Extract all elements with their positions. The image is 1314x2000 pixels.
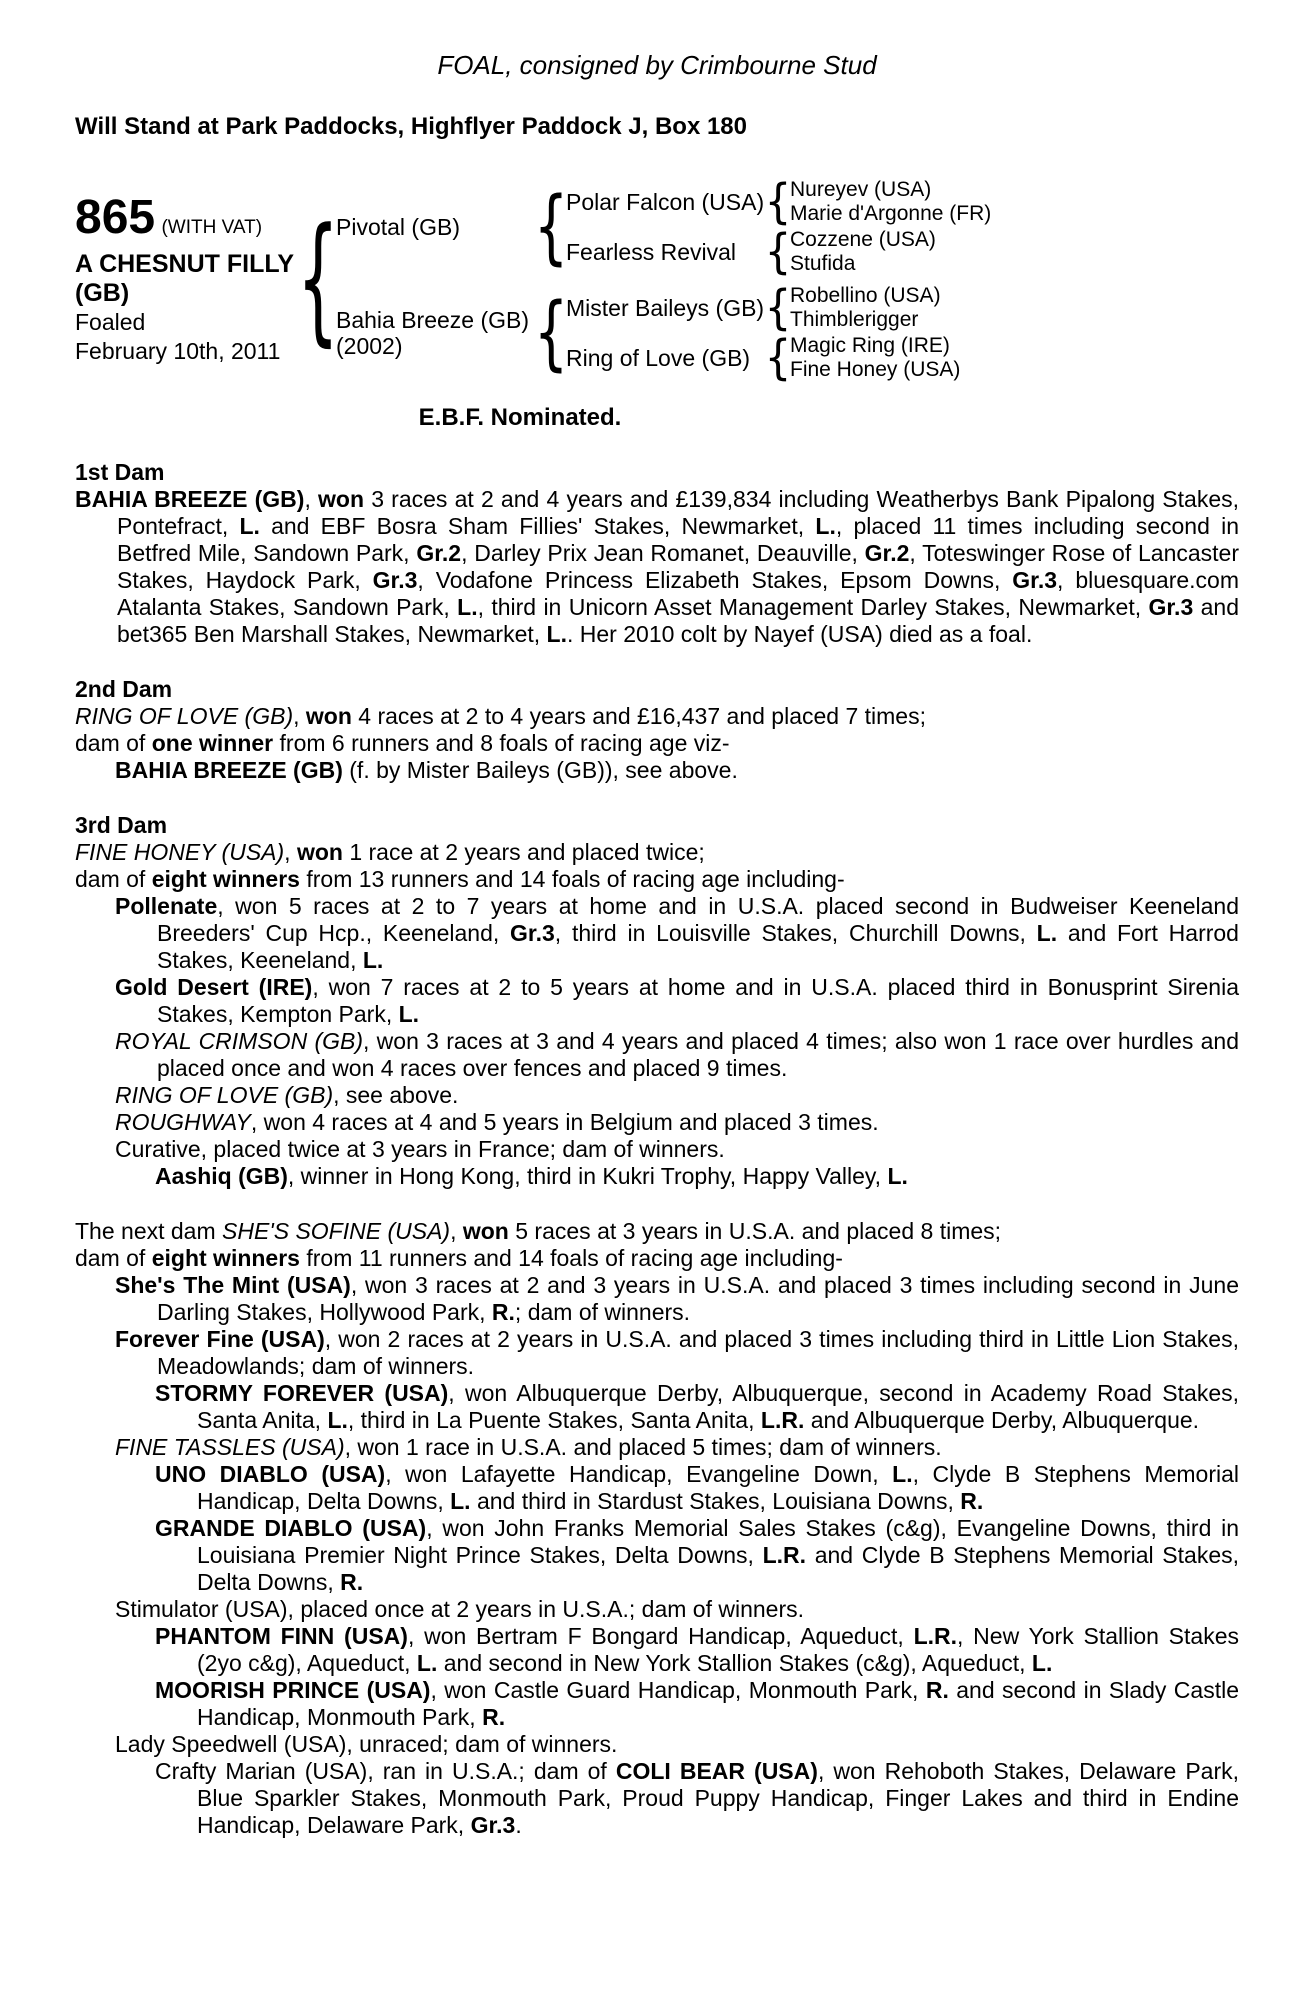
text-run: , third in Louisville Stakes, Churchill Downs, xyxy=(554,920,1037,946)
text-run: dam of xyxy=(75,1245,152,1271)
text-run: , won 2 races at 2 years in U.S.A. and placed 3 times including third in Little Lion Stakes, Meadowlands; dam of winners. xyxy=(157,1326,1239,1379)
dam-section-heading: 2nd Dam xyxy=(75,676,173,702)
text-run: L. xyxy=(1036,920,1058,946)
text-run: Curative, placed twice at 3 years in France; dam of winners. xyxy=(115,1136,725,1162)
text-run: PHANTOM FINN (USA) xyxy=(155,1623,408,1649)
text-run: Crafty Marian (USA), ran in U.S.A.; dam of xyxy=(155,1758,616,1784)
great-grandparent-name: Stufida xyxy=(790,252,856,275)
text-run: Gr.3 xyxy=(470,1812,516,1838)
text-run: She's The Mint (USA) xyxy=(115,1272,351,1298)
text-run: , xyxy=(450,1218,463,1244)
text-run: L. xyxy=(239,513,260,539)
pedigree-brace-sire-grandsire xyxy=(766,186,790,219)
sire-name: Pivotal (GB) xyxy=(336,214,460,240)
text-run: , won Castle Guard Handicap, Monmouth Park, xyxy=(430,1677,926,1703)
sire-granddam-name: Fearless Revival xyxy=(566,239,736,265)
text-run: , won Lafayette Handicap, Evangeline Down, xyxy=(385,1461,893,1487)
text-run: L. xyxy=(1031,1650,1053,1676)
pedigree-paragraph xyxy=(75,1272,1239,1326)
text-run: RING OF LOVE (GB) xyxy=(75,703,294,729)
great-grandparent-name: Nureyev (USA) xyxy=(790,178,932,201)
text-run: , see above. xyxy=(333,1082,459,1108)
lot-number-row xyxy=(75,191,300,244)
great-grandparent-name: Cozzene (USA) xyxy=(790,228,936,251)
pedigree-paragraph xyxy=(75,730,1239,757)
pedigree-table xyxy=(75,174,1239,386)
pedigree-brace-gen1 xyxy=(300,254,336,305)
pedigree-paragraph xyxy=(75,974,1239,1028)
text-run: The next dam xyxy=(75,1218,223,1244)
pedigree-paragraph xyxy=(75,839,1239,866)
text-run: , won John Franks Memorial Sales Stakes (c&g), Evangeline Downs, third in Louisiana Premier Night Prince Stakes, Delta Downs, xyxy=(197,1515,1239,1568)
pedigree-paragraph xyxy=(75,1082,1239,1109)
great-grandparent-name: Magic Ring (IRE) xyxy=(790,334,950,357)
sire-grandsire-name: Polar Falcon (USA) xyxy=(566,189,765,215)
text-run: L. xyxy=(362,947,384,973)
pedigree-paragraph xyxy=(75,1677,1239,1731)
pedigree-paragraph xyxy=(75,866,1239,893)
text-run: won xyxy=(318,486,365,512)
text-run: R. xyxy=(482,1704,506,1730)
text-run: L. xyxy=(416,1650,438,1676)
great-grandparent-name: Thimblerigger xyxy=(790,308,919,331)
dam-grandsire-parents xyxy=(790,284,941,332)
text-run: and Clyde B Stephens Memorial Stakes, Delta Downs, xyxy=(197,1542,1239,1595)
text-run: ; dam of winners. xyxy=(514,1299,691,1325)
pedigree-paragraph xyxy=(75,1326,1239,1380)
pedigree-brace-dam-grandsire xyxy=(766,292,790,325)
pedigree-paragraph xyxy=(75,1028,1239,1082)
pedigree-section xyxy=(75,676,1239,784)
great-grandparent-name: Robellino (USA) xyxy=(790,284,941,307)
text-run: and second in New York Stallion Stakes (c&g), Aqueduct, xyxy=(437,1650,1032,1676)
sire-grandsire-parents xyxy=(790,178,991,226)
great-grandparent-name: Fine Honey (USA) xyxy=(790,358,961,381)
text-run: Forever Fine (USA) xyxy=(115,1326,325,1352)
pedigree-brace-sire-granddam xyxy=(766,236,790,269)
text-run: FINE TASSLES (USA) xyxy=(115,1434,345,1460)
pedigree-tree xyxy=(300,174,991,386)
pedigree-paragraph xyxy=(75,1380,1239,1434)
foaled-date: February 10th, 2011 xyxy=(75,338,281,364)
text-run: , Vodafone Princess Elizabeth Stakes, Epsom Downs, xyxy=(417,567,1013,593)
text-run: L. xyxy=(398,1001,420,1027)
pedigree-section xyxy=(75,459,1239,648)
sire-granddam-parents xyxy=(790,228,936,276)
text-run: L. xyxy=(327,1407,348,1433)
pedigree-paragraph xyxy=(75,1109,1239,1136)
text-run: , third in Unicorn Asset Management Darley Stakes, Newmarket, xyxy=(477,594,1149,620)
dam-grandsire-row xyxy=(566,284,960,332)
text-run: COLI BEAR (USA) xyxy=(615,1758,818,1784)
text-run: Gr.2 xyxy=(864,540,910,566)
text-run: UNO DIABLO (USA) xyxy=(155,1461,386,1487)
pedigree-paragraph xyxy=(75,486,1239,648)
text-run: L. xyxy=(450,1488,471,1514)
ebf-nominated-line: E.B.F. Nominated. xyxy=(418,404,622,431)
text-run: BAHIA BREEZE (GB) xyxy=(115,757,343,783)
pedigree-gen1-column xyxy=(336,174,991,386)
dam-granddam-parents xyxy=(790,334,960,382)
text-run: and Albuquerque Derby, Albuquerque. xyxy=(804,1407,1200,1433)
foaled-label: Foaled xyxy=(75,309,146,335)
pedigree-paragraph xyxy=(75,1515,1239,1596)
text-run: MOORISH PRINCE (USA) xyxy=(155,1677,431,1703)
text-run: R. xyxy=(340,1569,364,1595)
text-run: , xyxy=(284,839,297,865)
text-run: RING OF LOVE (GB) xyxy=(115,1082,334,1108)
text-run: and third in Stardust Stakes, Louisiana Downs, xyxy=(470,1488,961,1514)
stand-location-line: Will Stand at Park Paddocks, Highflyer Paddock J, Box 180 xyxy=(75,113,747,140)
pedigree-paragraph xyxy=(75,893,1239,974)
text-run: won xyxy=(305,703,352,729)
pedigree-paragraph xyxy=(75,1623,1239,1677)
pedigree-paragraph xyxy=(75,1163,1239,1190)
text-run: L. xyxy=(887,1163,908,1189)
text-run: , Darley Prix Jean Romanet, Deauville, xyxy=(461,540,865,566)
pedigree-paragraph xyxy=(75,1758,1239,1839)
text-run: , won Rehoboth Stakes, Delaware Park, Blue Sparkler Stakes, Monmouth Park, Proud Puppy Handicap, Finger Lakes and third in Endine Handicap, Delaware Park, xyxy=(197,1758,1239,1838)
sire-granddam-row xyxy=(566,228,991,276)
pedigree-brace-dam xyxy=(536,312,566,354)
text-run: 5 races at 3 years in U.S.A. and placed 8 times; xyxy=(508,1218,1002,1244)
text-run: L.R. xyxy=(760,1407,805,1433)
text-run: dam of xyxy=(75,866,152,892)
text-run: R. xyxy=(491,1299,515,1325)
text-run: . xyxy=(515,1812,522,1838)
text-run: , third in La Puente Stakes, Santa Anita, xyxy=(347,1407,761,1433)
text-run: R. xyxy=(925,1677,949,1703)
catalogue-body xyxy=(75,459,1239,1839)
text-run: FINE HONEY (USA) xyxy=(75,839,285,865)
text-run: from 11 runners and 14 foals of racing age including- xyxy=(299,1245,843,1271)
lot-info xyxy=(75,191,300,366)
text-run: L. xyxy=(815,513,836,539)
consignor-line: FOAL, consigned by Crimbourne Stud xyxy=(437,50,877,80)
text-run: dam of xyxy=(75,730,152,756)
text-run: ROYAL CRIMSON (GB) xyxy=(115,1028,363,1054)
text-run: 1 race at 2 years and placed twice; xyxy=(342,839,705,865)
lot-number: 865 xyxy=(75,191,156,244)
dam-parents-column xyxy=(566,283,960,383)
text-run: , won Bertram F Bongard Handicap, Aqueduct, xyxy=(407,1623,914,1649)
pedigree-paragraph xyxy=(75,703,1239,730)
sire-grandsire-row xyxy=(566,178,991,226)
text-run: ROUGHWAY xyxy=(115,1109,251,1135)
text-run: Gr.3 xyxy=(372,567,418,593)
text-run: , won 3 races at 3 and 4 years and placed 4 times; also won 1 race over hurdles and placed once and won 4 races over fences and placed 9 times. xyxy=(157,1028,1239,1081)
dam-branch xyxy=(336,283,991,383)
text-run: and EBF Bosra Sham Fillies' Stakes, Newmarket, xyxy=(259,513,816,539)
lot-name-line2: (GB) xyxy=(75,279,130,307)
pedigree-paragraph xyxy=(75,757,1239,784)
text-run: eight winners xyxy=(151,1245,300,1271)
text-run: , won 1 race in U.S.A. and placed 5 times; dam of winners. xyxy=(344,1434,942,1460)
dam-granddam-name: Ring of Love (GB) xyxy=(566,345,751,371)
text-run: , placed 11 times including second in Betfred Mile, Sandown Park, xyxy=(117,513,1239,566)
text-run: , xyxy=(304,486,319,512)
lot-name-line1: A CHESNUT FILLY xyxy=(75,250,294,278)
dam-grandsire-name: Mister Baileys (GB) xyxy=(566,295,765,321)
sire-branch xyxy=(336,177,991,277)
pedigree-brace-dam-granddam xyxy=(766,342,790,375)
text-run: from 6 runners and 8 foals of racing age viz- xyxy=(273,730,730,756)
text-run: Gold Desert (IRE) xyxy=(115,974,313,1000)
dam-year: (2002) xyxy=(336,333,403,359)
text-run: , won 5 races at 2 to 7 years at home and in U.S.A. placed second in Budweiser Keeneland Breeders' Cup Hcp., Keeneland, xyxy=(157,893,1239,946)
text-run: , won Albuquerque Derby, Albuquerque, second in Academy Road Stakes, Santa Anita, xyxy=(197,1380,1239,1433)
text-run: Gr.3 xyxy=(1148,594,1194,620)
dam-name: Bahia Breeze (GB) xyxy=(336,307,530,333)
text-run: L. xyxy=(892,1461,913,1487)
text-run: and Fort Harrod Stakes, Keeneland, xyxy=(157,920,1239,973)
text-run: L.R. xyxy=(762,1542,807,1568)
pedigree-section xyxy=(75,1218,1239,1839)
pedigree-paragraph xyxy=(75,1218,1239,1245)
text-run: 4 races at 2 to 4 years and £16,437 and placed 7 times; xyxy=(351,703,926,729)
text-run: and second in Slady Castle Handicap, Monmouth Park, xyxy=(197,1677,1240,1730)
text-run: . Her 2010 colt by Nayef (USA) died as a foal. xyxy=(567,621,1033,647)
sire-parents-column xyxy=(566,177,991,277)
text-run: L.R. xyxy=(913,1623,958,1649)
text-run: , New York Stallion Stakes (2yo c&g), Aqueduct, xyxy=(197,1623,1239,1676)
dam-name-block xyxy=(336,307,536,359)
text-run: eight winners xyxy=(151,866,300,892)
text-run: , Toteswinger Rose of Lancaster Stakes, Haydock Park, xyxy=(117,540,1239,593)
pedigree-paragraph xyxy=(75,1434,1239,1461)
text-run: STORMY FOREVER (USA) xyxy=(155,1380,449,1406)
text-run: Gr.3 xyxy=(510,920,555,946)
text-run: (f. by Mister Baileys (GB)), see above. xyxy=(342,757,738,783)
dam-section-heading: 3rd Dam xyxy=(75,812,168,838)
text-run: one winner xyxy=(151,730,274,756)
text-run: , Clyde B Stephens Memorial Handicap, Delta Downs, xyxy=(197,1461,1239,1514)
text-run: Stimulator (USA), placed once at 2 years in U.S.A.; dam of winners. xyxy=(115,1596,805,1622)
text-run: 3 races at 2 and 4 years and £139,834 including Weatherbys Bank Pipalong Stakes, Pontefract, xyxy=(117,486,1239,539)
text-run: BAHIA BREEZE (GB) xyxy=(75,486,305,512)
text-run: , won 4 races at 4 and 5 years in Belgium and placed 3 times. xyxy=(250,1109,879,1135)
text-run: , won 7 races at 2 to 5 years at home and in U.S.A. placed third in Bonusprint Sirenia Stakes, Kempton Park, xyxy=(157,974,1239,1027)
pedigree-paragraph xyxy=(75,1136,1239,1163)
pedigree-paragraph xyxy=(75,1245,1239,1272)
text-run: won xyxy=(296,839,343,865)
text-run: won xyxy=(462,1218,509,1244)
text-run: GRANDE DIABLO (USA) xyxy=(155,1515,427,1541)
text-run: , winner in Hong Kong, third in Kukri Trophy, Happy Valley, xyxy=(287,1163,888,1189)
text-run: L. xyxy=(457,594,478,620)
text-run: Aashiq (GB) xyxy=(155,1163,288,1189)
text-run: from 13 runners and 14 foals of racing age including- xyxy=(299,866,845,892)
dam-section-heading: 1st Dam xyxy=(75,459,165,485)
text-run: Pollenate xyxy=(115,893,218,919)
text-run: Lady Speedwell (USA), unraced; dam of winners. xyxy=(115,1731,618,1757)
pedigree-section xyxy=(75,812,1239,1190)
text-run: Gr.3 xyxy=(1012,567,1058,593)
text-run: Gr.2 xyxy=(416,540,462,566)
pedigree-brace-sire xyxy=(536,206,566,248)
lot-vat-note: (WITH VAT) xyxy=(161,217,263,238)
text-run: , won 3 races at 2 and 3 years in U.S.A. and placed 3 times including second in June Darling Stakes, Hollywood Park, xyxy=(157,1272,1240,1325)
text-run: , xyxy=(293,703,306,729)
pedigree-paragraph xyxy=(75,1461,1239,1515)
pedigree-paragraph xyxy=(75,1596,1239,1623)
text-run: SHE'S SOFINE (USA) xyxy=(222,1218,451,1244)
pedigree-paragraph xyxy=(75,1731,1239,1758)
text-run: and bet365 Ben Marshall Stakes, Newmarket, xyxy=(117,594,1239,647)
great-grandparent-name: Marie d'Argonne (FR) xyxy=(790,202,992,225)
dam-granddam-row xyxy=(566,334,960,382)
text-run: , bluesquare.com Atalanta Stakes, Sandown Park, xyxy=(117,567,1239,620)
text-run: R. xyxy=(960,1488,984,1514)
text-run: L. xyxy=(546,621,567,647)
